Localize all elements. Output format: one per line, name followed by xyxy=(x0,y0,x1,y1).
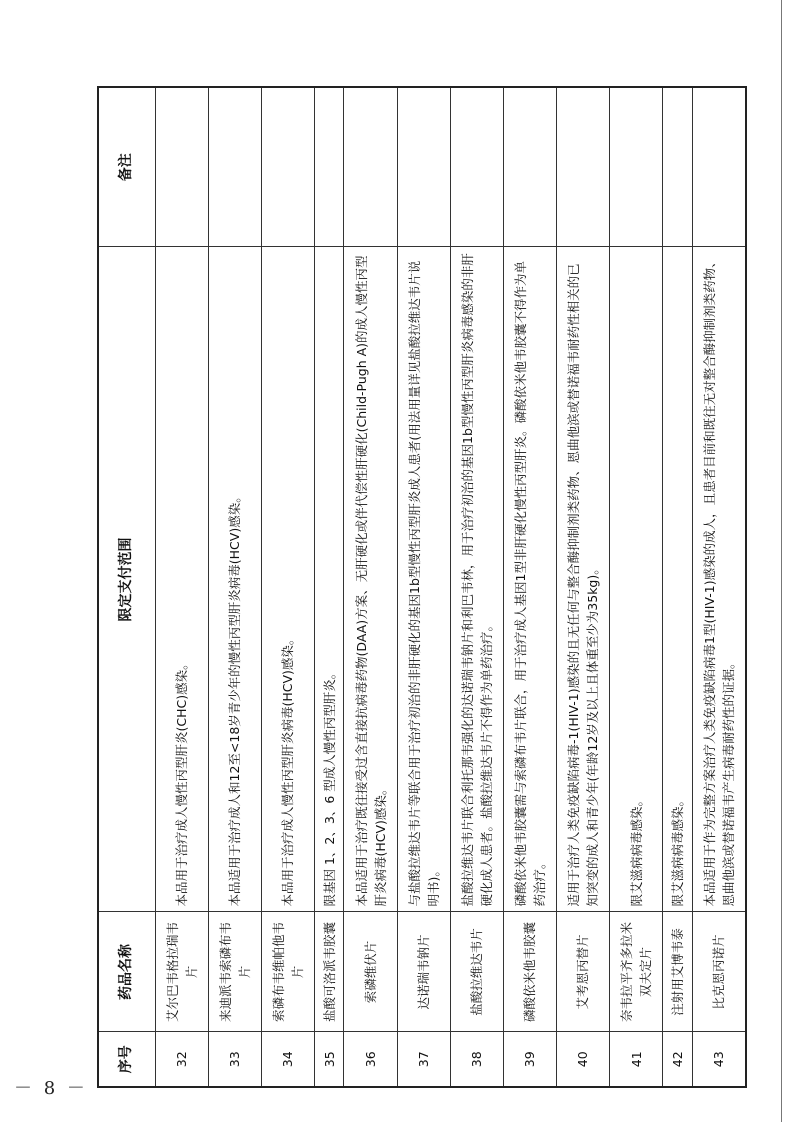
table-row xyxy=(503,87,556,1087)
drug-name: 奈韦拉平齐多拉米双夫定片 xyxy=(610,912,663,1032)
note xyxy=(610,87,663,247)
right-margin-rule xyxy=(781,0,782,1122)
payment-scope: 本品适用于治疗成人和12至<18岁青少年的慢性丙型肝炎病毒(HCV)感染。 xyxy=(208,247,261,912)
table-row xyxy=(556,87,609,1087)
payment-scope: 适用于治疗人类免疫缺陷病毒-1(HIV-1)感染的且无任何与整合酶抑制剂类药物、恩曲他滨或替诺福韦耐药性相关的已知突变的成人和青少年(年龄12岁及以上且体重至少为35kg)。 xyxy=(556,247,609,912)
table-row xyxy=(450,87,503,1087)
header-no: 序号 xyxy=(98,1032,155,1087)
table-row xyxy=(261,87,314,1087)
table-row xyxy=(344,87,397,1087)
row-no: 36 xyxy=(344,1032,397,1087)
payment-scope: 本品适用于作为完整方案治疗人类免疫缺陷病毒1型(HIV-1)感染的成人，且患者目前和既往无对整合酶抑制剂类药物、恩曲他滨或替诺福韦产生病毒耐药性的证据。 xyxy=(692,247,746,912)
note xyxy=(208,87,261,247)
payment-scope: 本品适用于治疗既往接受过含直接抗病毒药物(DAA)方案、无肝硬化或伴代偿性肝硬化(Child-Pugh A)的成人慢性丙型肝炎病毒(HCV)感染。 xyxy=(344,247,397,912)
table-row xyxy=(610,87,663,1087)
note xyxy=(397,87,450,247)
row-no: 43 xyxy=(692,1032,746,1087)
payment-scope: 限艾滋病病毒感染。 xyxy=(663,247,693,912)
table-row xyxy=(663,87,693,1087)
drug-name: 注射用艾博韦泰 xyxy=(663,912,693,1032)
row-no: 32 xyxy=(155,1032,208,1087)
rotated-table-container xyxy=(97,88,747,1088)
table-header xyxy=(98,87,155,1087)
row-no: 34 xyxy=(261,1032,314,1087)
row-no: 40 xyxy=(556,1032,609,1087)
note xyxy=(344,87,397,247)
note xyxy=(155,87,208,247)
drug-payment-scope-table xyxy=(97,86,747,1088)
drug-name: 艾尔巴韦格拉瑞韦片 xyxy=(155,912,208,1032)
note xyxy=(503,87,556,247)
note xyxy=(261,87,314,247)
row-no: 39 xyxy=(503,1032,556,1087)
payment-scope: 本品用于治疗成人慢性丙型肝炎(CHC)感染。 xyxy=(155,247,208,912)
table-row xyxy=(692,87,746,1087)
payment-scope: 与盐酸拉维达韦片等联合用于治疗初治的非肝硬化的基因1b型慢性丙型肝炎成人患者(用法用量详见盐酸拉维达韦片说明书)。 xyxy=(397,247,450,912)
row-no: 38 xyxy=(450,1032,503,1087)
table-row xyxy=(314,87,344,1087)
note xyxy=(450,87,503,247)
header-note: 备注 xyxy=(98,87,155,247)
drug-name: 索磷布韦维帕他韦片 xyxy=(261,912,314,1032)
row-no: 37 xyxy=(397,1032,450,1087)
row-no: 41 xyxy=(610,1032,663,1087)
note xyxy=(556,87,609,247)
payment-scope: 磷酸依米他韦胶囊需与索磷布韦片联合，用于治疗成人基因1型非肝硬化慢性丙型肝炎。磷酸依米他韦胶囊不得作为单药治疗。 xyxy=(503,247,556,912)
table-body xyxy=(155,87,746,1087)
note xyxy=(692,87,746,247)
row-no: 35 xyxy=(314,1032,344,1087)
table-row xyxy=(208,87,261,1087)
page-number: － 8 － xyxy=(14,1078,88,1099)
drug-name: 来迪派韦索磷布韦片 xyxy=(208,912,261,1032)
row-no: 42 xyxy=(663,1032,693,1087)
header-drug-name: 药品名称 xyxy=(98,912,155,1032)
table-row xyxy=(397,87,450,1087)
table-row xyxy=(155,87,208,1087)
drug-name: 达诺瑞韦钠片 xyxy=(397,912,450,1032)
payment-scope: 限艾滋病病毒感染。 xyxy=(610,247,663,912)
drug-name: 盐酸拉维达韦片 xyxy=(450,912,503,1032)
payment-scope: 盐酸拉维达韦片联合利托那韦强化的达诺瑞韦钠片和利巴韦林，用于治疗初治的基因1b型慢性丙型肝炎病毒感染的非肝硬化成人患者。盐酸拉维达韦片不得作为单药治疗。 xyxy=(450,247,503,912)
drug-name: 比克恩丙诺片 xyxy=(692,912,746,1032)
payment-scope: 限基因 1、2、3、6 型成人慢性丙型肝炎。 xyxy=(314,247,344,912)
header-payment-scope: 限定支付范围 xyxy=(98,247,155,912)
note xyxy=(663,87,693,247)
drug-name: 盐酸可洛派韦胶囊 xyxy=(314,912,344,1032)
note xyxy=(314,87,344,247)
drug-name: 索磷维伏片 xyxy=(344,912,397,1032)
row-no: 33 xyxy=(208,1032,261,1087)
drug-name: 艾考恩丙替片 xyxy=(556,912,609,1032)
payment-scope: 本品用于治疗成人慢性丙型肝炎病毒(HCV)感染。 xyxy=(261,247,314,912)
drug-name: 磷酸依米他韦胶囊 xyxy=(503,912,556,1032)
